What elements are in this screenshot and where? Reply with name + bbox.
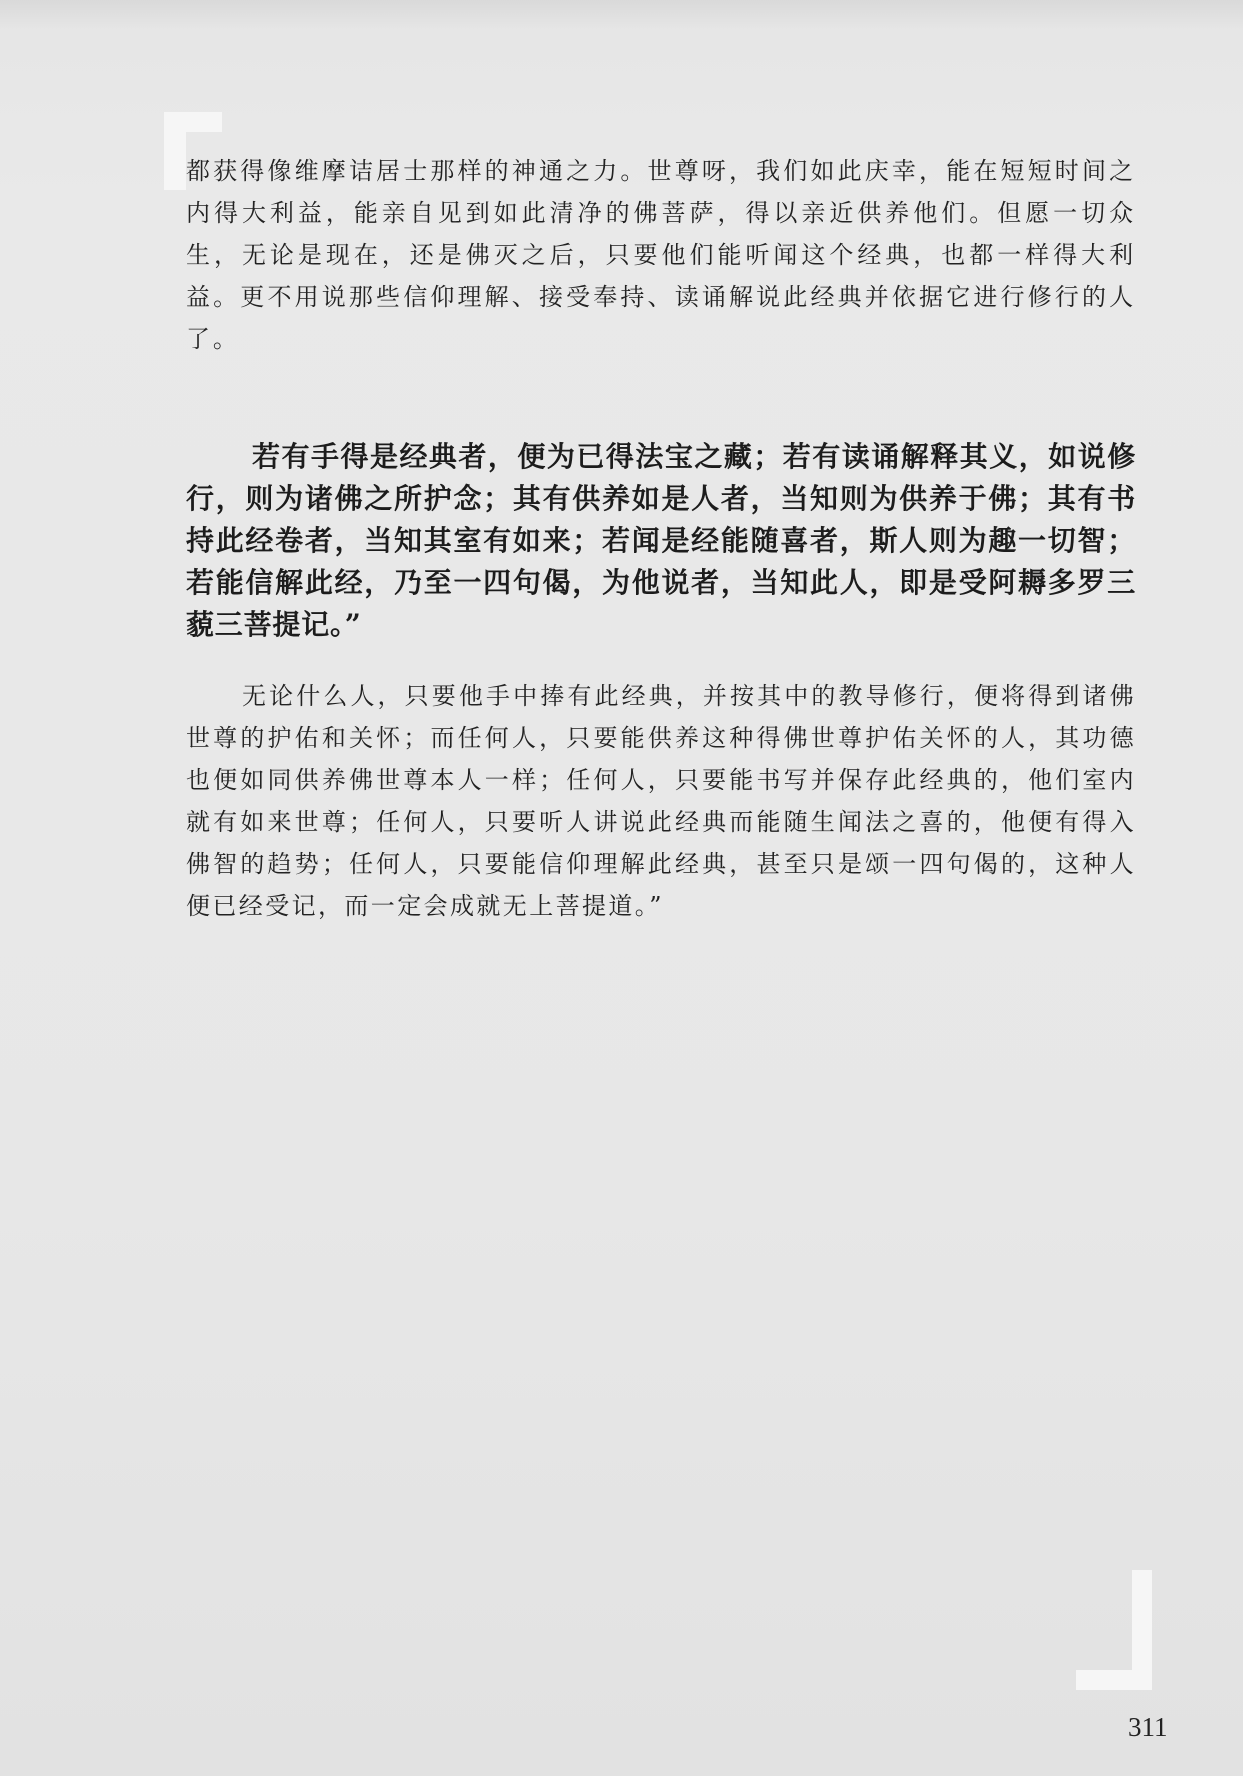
commentary-paragraph-1: 都获得像维摩诘居士那样的神通之力。世尊呀，我们如此庆幸，能在短短时间之内得大利益，能亲自见到如此清净的佛菩萨，得以亲近供养他们。但愿一切众生，无论是现在，还是佛灭之后，只要他们能听闻这个经典，也都一样得大利益。更不用说那些信仰理解、接受奉持、读诵解说此经典并依据它进行修行的人了。 xyxy=(186,157,1136,353)
corner-mark-top-left-bar xyxy=(164,112,222,132)
corner-mark-bottom-right-bar xyxy=(1076,1670,1152,1690)
sutra-quote-paragraph: 若有手得是经典者，便为已得法宝之藏；若有读诵解释其义，如说修行，则为诸佛之所护念；其有供养如是人者，当知则为供养于佛；其有书持此经卷者，当知其室有如来；若闻是经能随喜者，斯人则为趣一切智；若能信解此经，乃至一四句偈，为他说者，当知此人，即是受阿耨多罗三藐三菩提记。” xyxy=(186,440,1136,641)
commentary-paragraph-2: 无论什么人，只要他手中捧有此经典，并按其中的教导修行，便将得到诸佛世尊的护佑和关怀；而任何人，只要能供养这种得佛世尊护佑关怀的人，其功德也便如同供养佛世尊本人一样；任何人，只要能书写并保存此经典的，他们室内就有如来世尊；任何人，只要听人讲说此经典而能随生闻法之喜的，他便有得入佛智的趋势；任何人，只要能信仰理解此经典，甚至只是颂一四句偈的，这种人便已经受记，而一定会成就无上菩提道。” xyxy=(186,682,1136,920)
page-number: 311 xyxy=(1128,1712,1168,1742)
